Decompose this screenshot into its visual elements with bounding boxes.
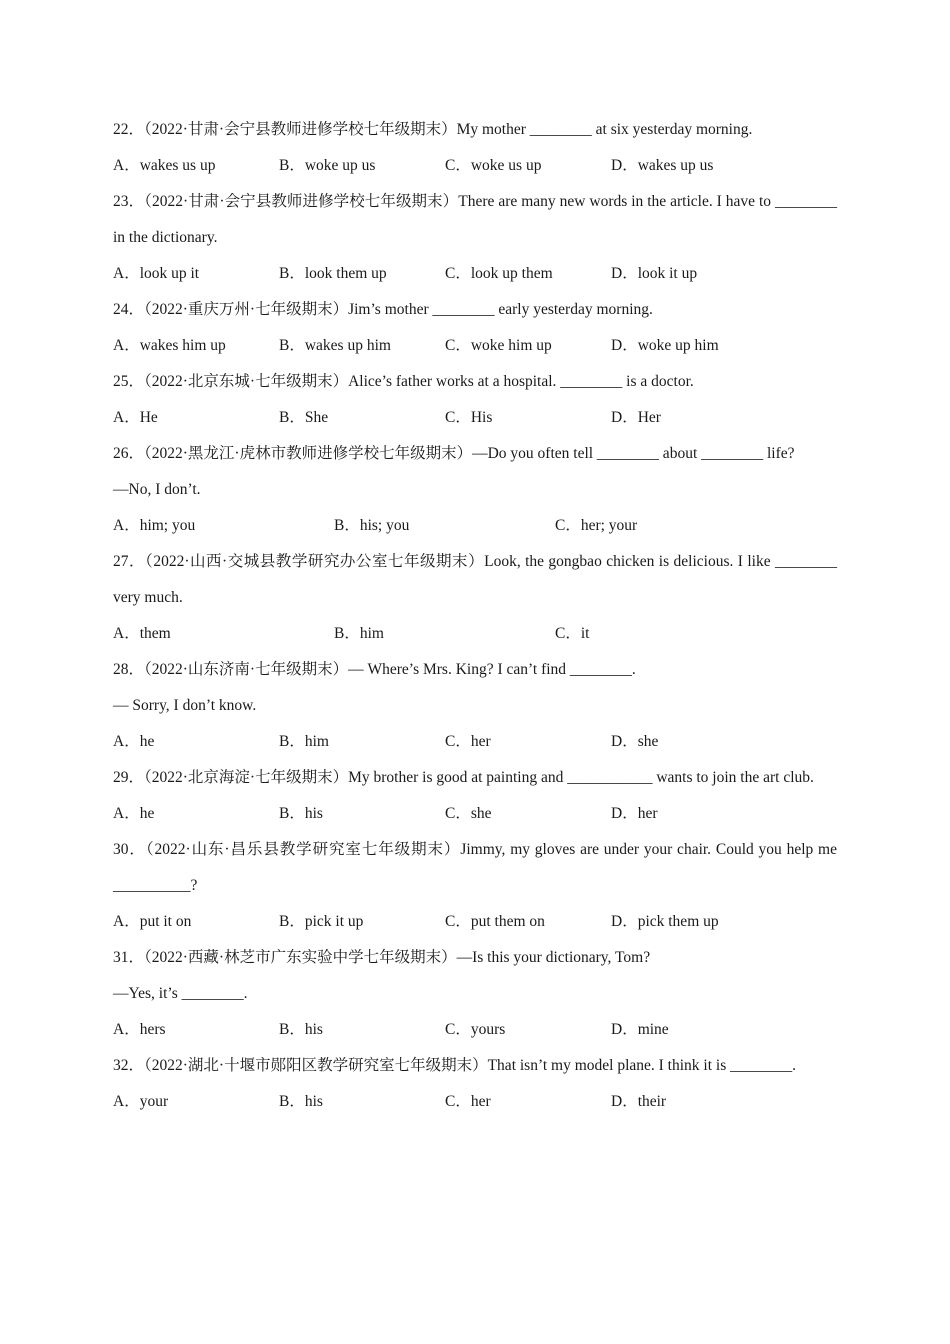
question-text: There are many new words in the article. I have to ________ in the dictionary. xyxy=(113,193,837,246)
question-text: Look, the gongbao chicken is delicious. I like ________ very much. xyxy=(113,553,837,606)
options xyxy=(113,616,837,652)
option-c[interactable]: C．her xyxy=(445,733,491,750)
options xyxy=(113,1084,837,1120)
option-d[interactable]: D．mine xyxy=(611,1021,669,1038)
options xyxy=(113,508,837,544)
option-d[interactable]: D．their xyxy=(611,1093,667,1110)
dialogue-line: —No, I don’t. xyxy=(113,481,201,498)
option-a[interactable]: A．he xyxy=(113,733,155,750)
option-a[interactable]: A．hers xyxy=(113,1021,166,1038)
options xyxy=(113,400,837,436)
question-text: Jim’s mother ________ early yesterday morning. xyxy=(348,301,653,318)
option-a[interactable]: A．them xyxy=(113,625,171,642)
question-list xyxy=(113,112,837,1120)
option-d[interactable]: D．she xyxy=(611,733,659,750)
option-a[interactable]: A．look up it xyxy=(113,265,200,282)
option-a[interactable]: A．put it on xyxy=(113,913,192,930)
question-source: （2022·西藏·林芝市广东实验中学七年级期末） xyxy=(144,949,457,966)
question-source: （2022·黑龙江·虎林市教师进修学校七年级期末） xyxy=(144,445,473,462)
question-text: Jimmy, my gloves are under your chair. Could you help me __________? xyxy=(113,841,837,894)
question-number: 26． xyxy=(113,445,145,462)
question-24 xyxy=(113,292,837,364)
question-source: （2022·湖北·十堰市郧阳区教学研究室七年级期末） xyxy=(144,1057,488,1074)
question-number: 29． xyxy=(113,769,145,786)
option-b[interactable]: B．him xyxy=(279,733,329,750)
options xyxy=(113,328,837,364)
option-c[interactable]: C．it xyxy=(555,625,590,642)
question-30 xyxy=(113,832,837,940)
question-32 xyxy=(113,1048,837,1120)
question-text: —Is this your dictionary, Tom? xyxy=(456,949,651,966)
dialogue-line: —Yes, it’s ________. xyxy=(113,985,248,1002)
option-d[interactable]: D．Her xyxy=(611,409,661,426)
options xyxy=(113,724,837,760)
option-c[interactable]: C．she xyxy=(445,805,492,822)
option-b[interactable]: B．his xyxy=(279,1021,323,1038)
question-text: My brother is good at painting and ___________ wants to join the art club. xyxy=(348,769,814,786)
option-b[interactable]: B．his; you xyxy=(334,517,410,534)
option-a[interactable]: A．wakes us up xyxy=(113,157,216,174)
question-text: Alice’s father works at a hospital. ________ is a doctor. xyxy=(348,373,694,390)
question-number: 25． xyxy=(113,373,145,390)
option-a[interactable]: A．wakes him up xyxy=(113,337,226,354)
question-source: （2022·山西·交城县教学研究办公室七年级期末） xyxy=(145,553,485,570)
option-c[interactable]: C．put them on xyxy=(445,913,545,930)
options xyxy=(113,256,837,292)
option-c[interactable]: C．her; your xyxy=(555,517,638,534)
options xyxy=(113,1012,837,1048)
option-c[interactable]: C．her xyxy=(445,1093,491,1110)
option-b[interactable]: B．look them up xyxy=(279,265,387,282)
question-source: （2022·北京海淀·七年级期末） xyxy=(144,769,349,786)
option-b[interactable]: B．woke up us xyxy=(279,157,376,174)
options xyxy=(113,796,837,832)
question-29 xyxy=(113,760,837,832)
question-source: （2022·山东·昌乐县教学研究室七年级期末） xyxy=(145,841,461,858)
question-source: （2022·重庆万州·七年级期末） xyxy=(144,301,349,318)
question-number: 32． xyxy=(113,1057,145,1074)
option-a[interactable]: A．your xyxy=(113,1093,169,1110)
question-text: — Where’s Mrs. King? I can’t find ________. xyxy=(348,661,636,678)
option-c[interactable]: C．yours xyxy=(445,1021,506,1038)
question-27 xyxy=(113,544,837,652)
question-number: 22． xyxy=(113,121,145,138)
question-number: 24． xyxy=(113,301,145,318)
option-b[interactable]: B．pick it up xyxy=(279,913,364,930)
option-b[interactable]: B．his xyxy=(279,805,323,822)
option-c[interactable]: C．woke him up xyxy=(445,337,552,354)
question-source: （2022·北京东城·七年级期末） xyxy=(144,373,349,390)
question-23 xyxy=(113,184,837,292)
question-31 xyxy=(113,940,837,1048)
question-number: 31． xyxy=(113,949,145,966)
option-d[interactable]: D．wakes up us xyxy=(611,157,714,174)
question-26 xyxy=(113,436,837,544)
question-text: That isn’t my model plane. I think it is ________. xyxy=(487,1057,796,1074)
question-source: （2022·甘肃·会宁县教师进修学校七年级期末） xyxy=(144,193,459,210)
option-a[interactable]: A．He xyxy=(113,409,158,426)
option-a[interactable]: A．him; you xyxy=(113,517,196,534)
option-c[interactable]: C．His xyxy=(445,409,493,426)
question-source: （2022·甘肃·会宁县教师进修学校七年级期末） xyxy=(144,121,457,138)
option-b[interactable]: B．She xyxy=(279,409,329,426)
question-22 xyxy=(113,112,837,184)
option-b[interactable]: B．wakes up him xyxy=(279,337,391,354)
options xyxy=(113,148,837,184)
option-d[interactable]: D．look it up xyxy=(611,265,698,282)
question-25 xyxy=(113,364,837,436)
question-text: —Do you often tell ________ about ________ life? xyxy=(472,445,795,462)
option-a[interactable]: A．he xyxy=(113,805,155,822)
option-b[interactable]: B．him xyxy=(334,625,384,642)
option-c[interactable]: C．woke us up xyxy=(445,157,542,174)
option-b[interactable]: B．his xyxy=(279,1093,323,1110)
option-d[interactable]: D．woke up him xyxy=(611,337,719,354)
question-text: My mother ________ at six yesterday morning. xyxy=(456,121,753,138)
question-number: 23． xyxy=(113,193,145,210)
option-d[interactable]: D．pick them up xyxy=(611,913,719,930)
question-28 xyxy=(113,652,837,760)
options xyxy=(113,904,837,940)
option-d[interactable]: D．her xyxy=(611,805,658,822)
option-c[interactable]: C．look up them xyxy=(445,265,553,282)
question-number: 30． xyxy=(113,841,146,858)
dialogue-line: — Sorry, I don’t know. xyxy=(113,697,257,714)
question-number: 27． xyxy=(113,553,146,570)
question-number: 28． xyxy=(113,661,145,678)
question-source: （2022·山东济南·七年级期末） xyxy=(144,661,349,678)
